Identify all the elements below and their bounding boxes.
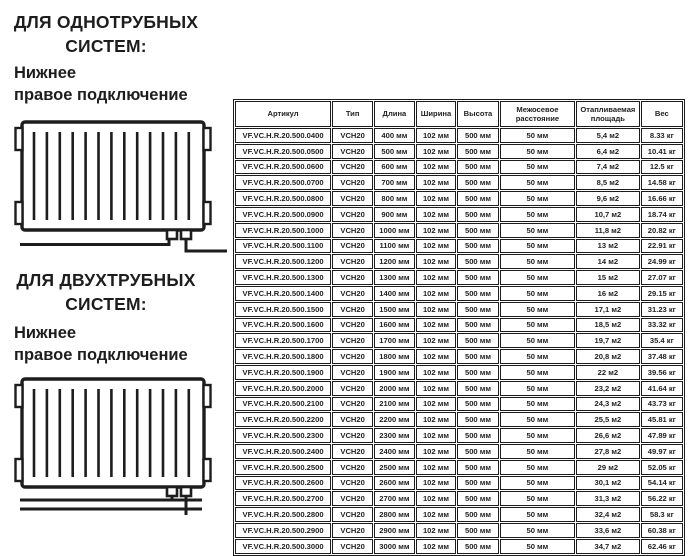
- table-cell: 50 мм: [500, 460, 575, 475]
- table-cell: 16.66 кг: [641, 191, 683, 206]
- table-row: [235, 349, 683, 364]
- table-cell: 62.46 кг: [641, 539, 683, 554]
- table-cell: 50 мм: [500, 175, 575, 190]
- table-cell: 1900 мм: [374, 365, 415, 380]
- table-cell: 24.99 кг: [641, 254, 683, 269]
- table-cell: 50 мм: [500, 365, 575, 380]
- table-cell: 16 м2: [576, 286, 640, 301]
- table-cell: 500 мм: [457, 191, 498, 206]
- table-cell: 500 мм: [457, 539, 498, 554]
- table-cell: 102 мм: [416, 223, 457, 238]
- table-cell: 102 мм: [416, 286, 457, 301]
- table-cell: 50 мм: [500, 412, 575, 427]
- table-row: [235, 128, 683, 143]
- table-cell: 50 мм: [500, 381, 575, 396]
- table-cell: 24,3 м2: [576, 397, 640, 412]
- table-cell: VF.VC.H.R.20.500.1800: [235, 349, 331, 364]
- table-cell: 50 мм: [500, 207, 575, 222]
- table-cell: VF.VC.H.R.20.500.1700: [235, 333, 331, 348]
- table-cell: 1200 мм: [374, 254, 415, 269]
- table-cell: VCH20: [332, 270, 373, 285]
- table-cell: 102 мм: [416, 412, 457, 427]
- table-cell: 20,8 м2: [576, 349, 640, 364]
- table-cell: VF.VC.H.R.20.500.1100: [235, 239, 331, 254]
- table-cell: 50 мм: [500, 160, 575, 175]
- table-cell: 31.23 кг: [641, 302, 683, 317]
- table-cell: 47.89 кг: [641, 428, 683, 443]
- table-cell: 6,4 м2: [576, 144, 640, 159]
- table-cell: 500 мм: [457, 302, 498, 317]
- table-row: [235, 254, 683, 269]
- table-cell: 45.81 кг: [641, 412, 683, 427]
- table-cell: VCH20: [332, 160, 373, 175]
- table-cell: 102 мм: [416, 349, 457, 364]
- table-cell: 102 мм: [416, 539, 457, 554]
- table-cell: 60.38 кг: [641, 523, 683, 538]
- table-cell: 39.56 кг: [641, 365, 683, 380]
- column-header: Межосевое расстояние: [500, 101, 575, 127]
- table-cell: VCH20: [332, 254, 373, 269]
- table-cell: 1400 мм: [374, 286, 415, 301]
- table-cell: 37.48 кг: [641, 349, 683, 364]
- table-cell: VCH20: [332, 476, 373, 491]
- table-header-row: [235, 101, 683, 127]
- table-cell: VCH20: [332, 381, 373, 396]
- table-cell: 102 мм: [416, 365, 457, 380]
- table-cell: 500 мм: [457, 523, 498, 538]
- table-cell: VF.VC.H.R.20.500.2100: [235, 397, 331, 412]
- table-cell: 56.22 кг: [641, 491, 683, 506]
- table-cell: 102 мм: [416, 318, 457, 333]
- table-cell: VCH20: [332, 349, 373, 364]
- table-cell: 50 мм: [500, 523, 575, 538]
- table-cell: VF.VC.H.R.20.500.0700: [235, 175, 331, 190]
- table-cell: 8,5 м2: [576, 175, 640, 190]
- table-cell: VCH20: [332, 507, 373, 522]
- table-cell: 102 мм: [416, 460, 457, 475]
- table-cell: 10.41 кг: [641, 144, 683, 159]
- table-cell: 102 мм: [416, 254, 457, 269]
- table-cell: 500 мм: [457, 318, 498, 333]
- table-row: [235, 144, 683, 159]
- table-cell: 31,3 м2: [576, 491, 640, 506]
- table-row: [235, 286, 683, 301]
- table-cell: VCH20: [332, 523, 373, 538]
- table-cell: 50 мм: [500, 128, 575, 143]
- column-header: Вес: [641, 101, 683, 127]
- table-cell: VF.VC.H.R.20.500.0900: [235, 207, 331, 222]
- table-cell: 12.5 кг: [641, 160, 683, 175]
- table-cell: 43.73 кг: [641, 397, 683, 412]
- table-cell: 500 мм: [457, 349, 498, 364]
- table-cell: 29.15 кг: [641, 286, 683, 301]
- table-row: [235, 491, 683, 506]
- table-cell: 2400 мм: [374, 444, 415, 459]
- table-cell: 50 мм: [500, 239, 575, 254]
- table-row: [235, 160, 683, 175]
- table-cell: 102 мм: [416, 128, 457, 143]
- table-cell: 500 мм: [457, 412, 498, 427]
- table-cell: 500 мм: [457, 160, 498, 175]
- one-pipe-title-line1: ДЛЯ ОДНОТРУБНЫХ: [13, 12, 199, 32]
- table-cell: 50 мм: [500, 302, 575, 317]
- table-cell: 33,6 м2: [576, 523, 640, 538]
- table-cell: 30,1 м2: [576, 476, 640, 491]
- table-cell: VCH20: [332, 318, 373, 333]
- table-cell: 102 мм: [416, 476, 457, 491]
- table-cell: 27.07 кг: [641, 270, 683, 285]
- table-cell: 1300 мм: [374, 270, 415, 285]
- table-cell: 13 м2: [576, 239, 640, 254]
- one-pipe-sub-line2: правое подключение: [14, 86, 188, 105]
- table-cell: 102 мм: [416, 239, 457, 254]
- table-cell: VF.VC.H.R.20.500.1600: [235, 318, 331, 333]
- table-cell: 50 мм: [500, 491, 575, 506]
- table-cell: 102 мм: [416, 428, 457, 443]
- table-cell: 102 мм: [416, 507, 457, 522]
- table-cell: 7,4 м2: [576, 160, 640, 175]
- table-cell: 15 м2: [576, 270, 640, 285]
- table-cell: 50 мм: [500, 223, 575, 238]
- two-pipe-title-line1: ДЛЯ ДВУХТРУБНЫХ: [16, 270, 196, 290]
- table-row: [235, 365, 683, 380]
- table-cell: 52.05 кг: [641, 460, 683, 475]
- table-cell: VCH20: [332, 539, 373, 554]
- table-cell: VF.VC.H.R.20.500.2300: [235, 428, 331, 443]
- table-cell: 500 мм: [457, 207, 498, 222]
- table-cell: 23,2 м2: [576, 381, 640, 396]
- table-cell: 2100 мм: [374, 397, 415, 412]
- table-cell: 32,4 м2: [576, 507, 640, 522]
- table-cell: 102 мм: [416, 160, 457, 175]
- table-cell: VF.VC.H.R.20.500.0500: [235, 144, 331, 159]
- table-cell: 9,6 м2: [576, 191, 640, 206]
- table-cell: 102 мм: [416, 523, 457, 538]
- table-cell: VF.VC.H.R.20.500.2600: [235, 476, 331, 491]
- table-cell: 50 мм: [500, 270, 575, 285]
- table-cell: 2300 мм: [374, 428, 415, 443]
- table-cell: 50 мм: [500, 333, 575, 348]
- one-pipe-title-line2: СИСТЕМ:: [65, 36, 147, 57]
- table-row: [235, 381, 683, 396]
- one-pipe-connection-label: [14, 62, 224, 106]
- table-row: [235, 523, 683, 538]
- one-pipe-section-title: [4, 10, 208, 58]
- two-pipe-title-line2: СИСТЕМ:: [65, 294, 147, 315]
- table-cell: 500 мм: [457, 507, 498, 522]
- table-cell: VF.VC.H.R.20.500.2700: [235, 491, 331, 506]
- table-cell: 600 мм: [374, 160, 415, 175]
- table-cell: 11,8 м2: [576, 223, 640, 238]
- table-cell: 50 мм: [500, 191, 575, 206]
- table-cell: VCH20: [332, 397, 373, 412]
- table-row: [235, 207, 683, 222]
- table-cell: 22 м2: [576, 365, 640, 380]
- table-cell: 1700 мм: [374, 333, 415, 348]
- table-body: [235, 128, 683, 554]
- table-cell: VCH20: [332, 128, 373, 143]
- table-cell: 700 мм: [374, 175, 415, 190]
- table-cell: 50 мм: [500, 444, 575, 459]
- table-cell: 2000 мм: [374, 381, 415, 396]
- table-cell: VCH20: [332, 333, 373, 348]
- table-cell: 2800 мм: [374, 507, 415, 522]
- table-cell: VF.VC.H.R.20.500.1300: [235, 270, 331, 285]
- table-cell: 500 мм: [457, 333, 498, 348]
- spec-table-wrap: [233, 99, 685, 556]
- table-cell: 35.4 кг: [641, 333, 683, 348]
- table-cell: VF.VC.H.R.20.500.1500: [235, 302, 331, 317]
- table-row: [235, 539, 683, 554]
- radiator-two-pipe-diagram: [0, 369, 232, 521]
- table-cell: VF.VC.H.R.20.500.2000: [235, 381, 331, 396]
- table-cell: 900 мм: [374, 207, 415, 222]
- table-cell: VCH20: [332, 460, 373, 475]
- table-cell: VCH20: [332, 239, 373, 254]
- table-row: [235, 239, 683, 254]
- table-cell: 500 мм: [457, 270, 498, 285]
- table-cell: 500 мм: [457, 175, 498, 190]
- table-row: [235, 412, 683, 427]
- table-cell: 26,6 м2: [576, 428, 640, 443]
- table-cell: 500 мм: [457, 491, 498, 506]
- table-cell: 1000 мм: [374, 223, 415, 238]
- table-row: [235, 318, 683, 333]
- table-cell: 500 мм: [457, 428, 498, 443]
- table-cell: VF.VC.H.R.20.500.1200: [235, 254, 331, 269]
- table-cell: 50 мм: [500, 254, 575, 269]
- spec-table: [233, 99, 685, 556]
- table-row: [235, 302, 683, 317]
- table-cell: 22.91 кг: [641, 239, 683, 254]
- table-cell: VF.VC.H.R.20.500.1000: [235, 223, 331, 238]
- table-cell: 29 м2: [576, 460, 640, 475]
- table-cell: 500 мм: [457, 223, 498, 238]
- table-cell: 5,4 м2: [576, 128, 640, 143]
- table-cell: 25,5 м2: [576, 412, 640, 427]
- table-cell: VCH20: [332, 491, 373, 506]
- table-cell: 1500 мм: [374, 302, 415, 317]
- table-cell: 27,8 м2: [576, 444, 640, 459]
- table-cell: 500 мм: [457, 286, 498, 301]
- table-cell: VCH20: [332, 365, 373, 380]
- table-cell: 102 мм: [416, 444, 457, 459]
- table-cell: 14.58 кг: [641, 175, 683, 190]
- table-row: [235, 507, 683, 522]
- table-cell: VCH20: [332, 302, 373, 317]
- table-cell: 50 мм: [500, 286, 575, 301]
- table-cell: 102 мм: [416, 144, 457, 159]
- table-cell: VCH20: [332, 428, 373, 443]
- table-cell: 2700 мм: [374, 491, 415, 506]
- table-row: [235, 460, 683, 475]
- two-pipe-section-title: [4, 268, 208, 316]
- table-row: [235, 270, 683, 285]
- table-cell: 17,1 м2: [576, 302, 640, 317]
- table-cell: VCH20: [332, 444, 373, 459]
- table-cell: 50 мм: [500, 318, 575, 333]
- table-cell: 34,7 м2: [576, 539, 640, 554]
- table-row: [235, 444, 683, 459]
- table-cell: 14 м2: [576, 254, 640, 269]
- table-cell: 500 мм: [457, 397, 498, 412]
- table-cell: 1800 мм: [374, 349, 415, 364]
- table-cell: 1600 мм: [374, 318, 415, 333]
- table-cell: 3000 мм: [374, 539, 415, 554]
- table-cell: VF.VC.H.R.20.500.2400: [235, 444, 331, 459]
- table-cell: 50 мм: [500, 507, 575, 522]
- table-cell: 102 мм: [416, 397, 457, 412]
- table-cell: 58.3 кг: [641, 507, 683, 522]
- table-cell: 8.33 кг: [641, 128, 683, 143]
- table-cell: 49.97 кг: [641, 444, 683, 459]
- table-row: [235, 191, 683, 206]
- table-cell: VF.VC.H.R.20.500.0400: [235, 128, 331, 143]
- table-cell: VCH20: [332, 175, 373, 190]
- table-cell: 500 мм: [457, 460, 498, 475]
- table-cell: 102 мм: [416, 175, 457, 190]
- table-cell: VF.VC.H.R.20.500.0800: [235, 191, 331, 206]
- radiator-one-pipe-diagram: [0, 112, 232, 260]
- table-cell: 50 мм: [500, 144, 575, 159]
- table-cell: 18,5 м2: [576, 318, 640, 333]
- table-cell: 500 мм: [374, 144, 415, 159]
- left-panel: [0, 0, 232, 535]
- table-cell: 500 мм: [457, 444, 498, 459]
- table-cell: VCH20: [332, 286, 373, 301]
- table-cell: 50 мм: [500, 428, 575, 443]
- table-cell: 50 мм: [500, 539, 575, 554]
- table-cell: 500 мм: [457, 476, 498, 491]
- table-cell: 102 мм: [416, 270, 457, 285]
- table-cell: 102 мм: [416, 207, 457, 222]
- table-cell: 500 мм: [457, 365, 498, 380]
- column-header: Ширина: [416, 101, 457, 127]
- table-row: [235, 333, 683, 348]
- two-pipe-connection-label: [14, 322, 224, 366]
- table-row: [235, 476, 683, 491]
- table-cell: 2900 мм: [374, 523, 415, 538]
- column-header: Длина: [374, 101, 415, 127]
- table-cell: 1100 мм: [374, 239, 415, 254]
- table-cell: 102 мм: [416, 491, 457, 506]
- table-cell: 10,7 м2: [576, 207, 640, 222]
- table-cell: 500 мм: [457, 239, 498, 254]
- table-row: [235, 175, 683, 190]
- table-cell: VF.VC.H.R.20.500.2500: [235, 460, 331, 475]
- table-cell: 18.74 кг: [641, 207, 683, 222]
- table-row: [235, 428, 683, 443]
- table-cell: 2500 мм: [374, 460, 415, 475]
- table-cell: 500 мм: [457, 128, 498, 143]
- table-cell: 500 мм: [457, 381, 498, 396]
- table-row: [235, 397, 683, 412]
- table-cell: 102 мм: [416, 302, 457, 317]
- table-cell: 20.82 кг: [641, 223, 683, 238]
- column-header: Артикул: [235, 101, 331, 127]
- table-cell: VF.VC.H.R.20.500.0600: [235, 160, 331, 175]
- column-header: Отапливаемая площадь: [576, 101, 640, 127]
- table-cell: VCH20: [332, 412, 373, 427]
- table-cell: 50 мм: [500, 349, 575, 364]
- table-cell: VF.VC.H.R.20.500.2900: [235, 523, 331, 538]
- table-cell: 50 мм: [500, 476, 575, 491]
- table-cell: 54.14 кг: [641, 476, 683, 491]
- column-header: Тип: [332, 101, 373, 127]
- one-pipe-sub-line1: Нижнее: [14, 64, 77, 82]
- table-cell: VCH20: [332, 207, 373, 222]
- table-cell: VF.VC.H.R.20.500.2800: [235, 507, 331, 522]
- column-header: Высота: [457, 101, 498, 127]
- table-cell: 2600 мм: [374, 476, 415, 491]
- table-cell: 800 мм: [374, 191, 415, 206]
- table-cell: 400 мм: [374, 128, 415, 143]
- table-cell: 50 мм: [500, 397, 575, 412]
- table-cell: VF.VC.H.R.20.500.1400: [235, 286, 331, 301]
- table-cell: VF.VC.H.R.20.500.3000: [235, 539, 331, 554]
- table-cell: VCH20: [332, 223, 373, 238]
- table-cell: VF.VC.H.R.20.500.2200: [235, 412, 331, 427]
- table-cell: 41.64 кг: [641, 381, 683, 396]
- two-pipe-sub-line2: правое подключение: [14, 346, 188, 365]
- table-cell: 2200 мм: [374, 412, 415, 427]
- table-row: [235, 223, 683, 238]
- table-cell: 102 мм: [416, 381, 457, 396]
- table-cell: 500 мм: [457, 144, 498, 159]
- table-cell: 33.32 кг: [641, 318, 683, 333]
- table-cell: 19,7 м2: [576, 333, 640, 348]
- table-cell: VCH20: [332, 144, 373, 159]
- table-cell: 102 мм: [416, 333, 457, 348]
- table-cell: 102 мм: [416, 191, 457, 206]
- table-cell: VCH20: [332, 191, 373, 206]
- two-pipe-sub-line1: Нижнее: [14, 324, 77, 342]
- table-cell: VF.VC.H.R.20.500.1900: [235, 365, 331, 380]
- table-cell: 500 мм: [457, 254, 498, 269]
